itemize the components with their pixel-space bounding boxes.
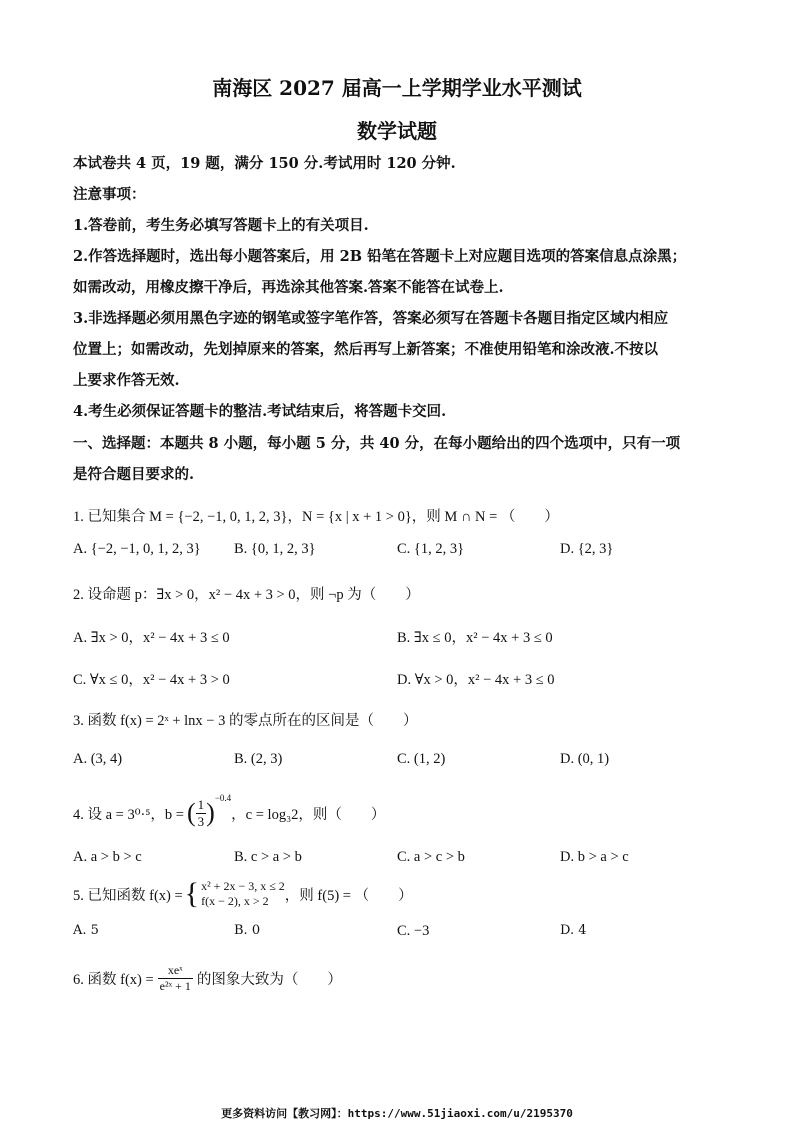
question-6-stem	[73, 958, 342, 998]
question-3-stem: 3. 函数 f(x) = 2ˣ + lnx − 3 的零点所在的区间是（ ）	[73, 713, 418, 729]
notice-item-2-line1: 2.作答选择题时，选出每小题答案后，用 2B 铅笔在答题卡上对应题目选项的答案信息点涂黑；	[73, 248, 687, 265]
brace: {	[184, 877, 200, 910]
exam-title: 南海区 2027 届高一上学期学业水平测试	[212, 76, 582, 100]
question-5-option-a: A. 5	[73, 923, 99, 938]
question-4-option-a: A. a > b > c	[73, 849, 142, 865]
fraction-denominator: e²ˣ + 1	[159, 978, 191, 993]
fraction-numerator: 1	[197, 796, 205, 812]
question-6-fraction	[158, 963, 193, 994]
question-3-option-d: D. (0, 1)	[560, 751, 610, 767]
question-1-option-c: C. {1, 2, 3}	[397, 541, 465, 557]
question-3-option-c: C. (1, 2)	[397, 751, 446, 767]
question-5-cases	[201, 879, 285, 909]
exam-subtitle: 数学试题	[357, 119, 437, 143]
question-4-option-c: C. a > c > b	[397, 849, 465, 865]
question-6-stem-post: 的图象大致为（ ）	[196, 971, 342, 988]
section-heading-line2: 是符合题目要求的.	[73, 466, 195, 483]
question-5-option-b: B. 0	[234, 923, 261, 938]
notice-item-3-line3: 上要求作答无效.	[73, 372, 180, 389]
question-5-stem-pre: 5. 已知函数 f(x) =	[73, 887, 183, 904]
fraction-denominator: 3	[197, 813, 205, 829]
question-2-option-a: A. ∃x > 0，x² − 4x + 3 ≤ 0	[73, 630, 230, 646]
question-4-stem-post: ，c = log₃2，则（ ）	[231, 806, 386, 823]
question-5-option-c: C. −3	[397, 923, 430, 939]
question-5-option-d: D. 4	[560, 923, 587, 938]
question-2-option-b: B. ∃x ≤ 0，x² − 4x + 3 ≤ 0	[397, 630, 553, 646]
question-2-option-c: C. ∀x ≤ 0，x² − 4x + 3 > 0	[73, 672, 230, 688]
case-2: f(x − 2), x > 2	[201, 894, 269, 908]
left-paren: (	[187, 798, 196, 827]
case-1: x² + 2x − 3, x ≤ 2	[201, 879, 285, 893]
question-2-option-d: D. ∀x > 0，x² − 4x + 3 ≤ 0	[397, 672, 555, 688]
question-5-stem-post: ，则 f(5) = （ ）	[284, 887, 413, 904]
notice-item-1: 1.答卷前，考生务必填写答题卡上的有关项目.	[73, 217, 369, 234]
question-3-option-b: B. (2, 3)	[234, 751, 283, 767]
question-5-stem	[73, 876, 413, 912]
question-4-option-b: B. c > a > b	[234, 849, 302, 865]
question-1-option-a: A. {−2, −1, 0, 1, 2, 3}	[73, 541, 201, 557]
question-1-option-b: B. {0, 1, 2, 3}	[234, 541, 316, 557]
footer-link[interactable]: 更多资料访问【教习网】：https://www.51jiaoxi.com/u/2195370	[221, 1107, 573, 1120]
question-4-fraction	[196, 797, 207, 830]
question-4-stem	[73, 791, 385, 835]
intro-text: 本试卷共 4 页，19 题，满分 150 分.考试用时 120 分钟.	[73, 155, 456, 172]
question-1-stem: 1. 已知集合 M = {−2, −1, 0, 1, 2, 3}，N = {x | x + 1 > 0}，则 M ∩ N = （ ）	[73, 509, 559, 525]
question-6-stem-pre: 6. 函数 f(x) =	[73, 971, 154, 988]
question-1-option-d: D. {2, 3}	[560, 541, 614, 557]
notice-item-4: 4.考生必须保证答题卡的整洁.考试结束后，将答题卡交回.	[73, 403, 447, 420]
question-2-stem: 2. 设命题 p：∃x > 0，x² − 4x + 3 > 0，则 ¬p 为（ ）	[73, 587, 420, 603]
right-paren: )	[206, 798, 215, 827]
question-3-option-a: A. (3, 4)	[73, 751, 123, 767]
notice-title: 注意事项：	[73, 186, 146, 203]
notice-item-2-line2: 如需改动，用橡皮擦干净后，再选涂其他答案.答案不能答在试卷上.	[73, 279, 504, 296]
fraction-numerator: xeˣ	[167, 962, 183, 977]
question-4-exponent: −0.4	[214, 793, 232, 803]
section-heading-line1: 一、选择题：本题共 8 小题，每小题 5 分，共 40 分，在每小题给出的四个选项中，只有一项	[73, 435, 681, 452]
question-4-option-d: D. b > a > c	[560, 849, 629, 865]
notice-item-3-line1: 3.非选择题必须用黑色字迹的钢笔或签字笔作答，答案必须写在答题卡各题目指定区域内相应	[73, 310, 669, 327]
question-4-stem-pre: 4. 设 a = 3⁰·⁵，b =	[73, 806, 184, 823]
notice-item-3-line2: 位置上；如需改动，先划掉原来的答案，然后再写上新答案；不准使用铅笔和涂改液.不按以	[73, 341, 659, 358]
